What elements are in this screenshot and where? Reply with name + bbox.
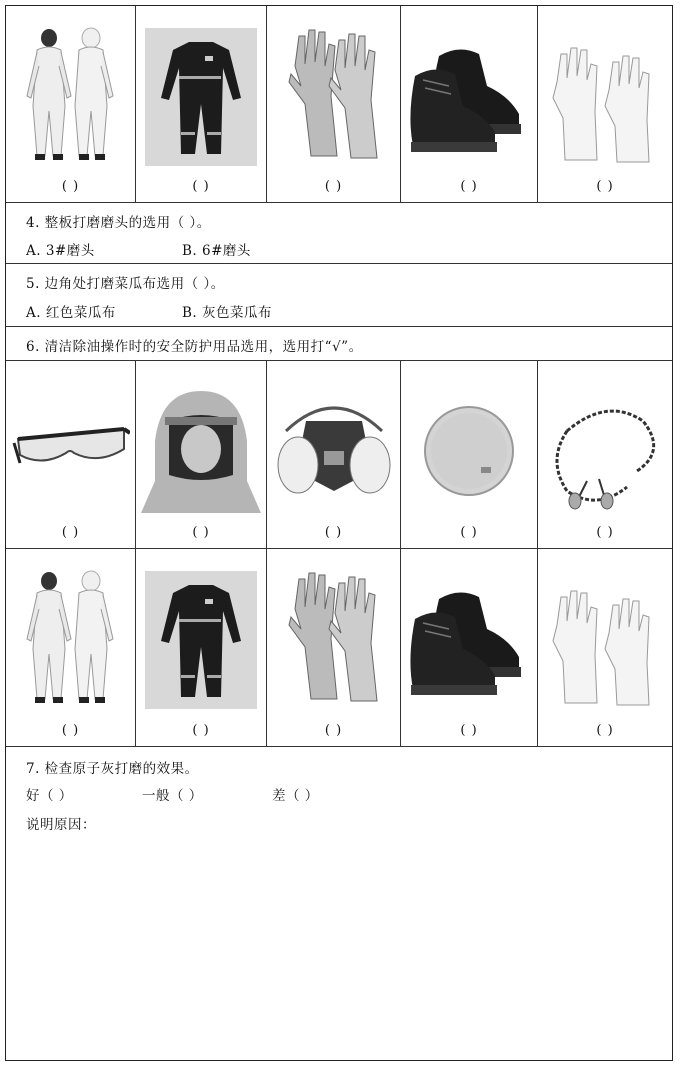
cotton-gloves-image: [549, 42, 661, 164]
reason-label: 说明原因：: [26, 817, 96, 833]
safety-shoes-image: [409, 36, 529, 156]
ppe-cell-filter: [401, 361, 538, 548]
half-mask-respirator-image: [276, 391, 392, 513]
answer-blank[interactable]: ( ): [324, 179, 343, 194]
nitrile-gloves-image: [275, 26, 393, 166]
coverall-image: [21, 569, 121, 714]
answer-blank[interactable]: ( ): [192, 179, 210, 194]
question-7-text: 7. 检查原子灰打磨的效果。: [26, 761, 199, 777]
worksheet: [5, 5, 673, 1061]
question-4-option-b[interactable]: B. 6#磨头: [182, 243, 251, 259]
question-5-option-b[interactable]: B. 灰色菜瓜布: [182, 305, 273, 321]
ppe-cell-respirator: [267, 361, 401, 548]
question-5-option-a[interactable]: A. 红色菜瓜布: [26, 305, 116, 321]
earplugs-image: [547, 401, 663, 511]
work-overall-image: [145, 28, 257, 166]
answer-blank[interactable]: ( ): [61, 525, 80, 540]
ppe-cell-face-shield: [136, 361, 267, 548]
ppe-cell-goggles: [6, 361, 136, 548]
filter-cartridge-image: [419, 401, 519, 501]
ppe-cell-cotton-gloves: [538, 6, 672, 202]
ppe-cell-gloves: [267, 6, 401, 202]
question-6-text: 6. 清洁除油操作时的安全防护用品选用，选用打“√”。: [26, 339, 363, 355]
ppe-image-row-2: [6, 361, 672, 549]
ppe-cell-gloves: [267, 549, 401, 746]
face-shield-hood-image: [141, 391, 261, 513]
ppe-cell-overall: [136, 549, 267, 746]
work-overall-image: [145, 571, 257, 709]
answer-blank[interactable]: ( ): [192, 723, 210, 738]
answer-blank[interactable]: ( ): [596, 723, 614, 738]
question-5: [6, 264, 672, 327]
ppe-image-row-1: [6, 6, 672, 203]
cotton-gloves-image: [549, 585, 661, 707]
answer-blank[interactable]: ( ): [596, 525, 614, 540]
ppe-cell-cotton-gloves: [538, 549, 672, 746]
rating-bad[interactable]: 差（ ）: [272, 788, 319, 804]
question-4-option-a[interactable]: A. 3#磨头: [26, 243, 95, 259]
question-7: [6, 747, 672, 1060]
ppe-image-row-3: [6, 549, 672, 747]
coverall-image: [21, 26, 121, 171]
answer-blank[interactable]: ( ): [324, 525, 343, 540]
answer-blank[interactable]: ( ): [61, 723, 80, 738]
answer-blank[interactable]: ( ): [61, 179, 80, 194]
answer-blank[interactable]: ( ): [460, 723, 478, 738]
question-6: [6, 327, 672, 361]
answer-blank[interactable]: ( ): [460, 179, 478, 194]
rating-good[interactable]: 好（ ）: [26, 788, 73, 804]
reason-answer-area[interactable]: [26, 839, 652, 1048]
answer-blank[interactable]: ( ): [460, 525, 478, 540]
answer-blank[interactable]: ( ): [192, 525, 210, 540]
rating-ok[interactable]: 一般（ ）: [142, 788, 203, 804]
safety-shoes-image: [409, 579, 529, 699]
ppe-cell-earplugs: [538, 361, 672, 548]
ppe-cell-shoes: [401, 549, 538, 746]
answer-blank[interactable]: ( ): [596, 179, 614, 194]
answer-blank[interactable]: ( ): [324, 723, 343, 738]
nitrile-gloves-image: [275, 569, 393, 709]
ppe-cell-overall: [136, 6, 267, 202]
ppe-cell-coverall: [6, 6, 136, 202]
ppe-cell-coverall: [6, 549, 136, 746]
safety-goggles-image: [12, 419, 130, 479]
question-4-text: 4. 整板打磨磨头的选用（ ）。: [26, 215, 211, 231]
question-5-text: 5. 边角处打磨菜瓜布选用（ ）。: [26, 276, 225, 292]
ppe-cell-shoes: [401, 6, 538, 202]
question-4: [6, 203, 672, 264]
